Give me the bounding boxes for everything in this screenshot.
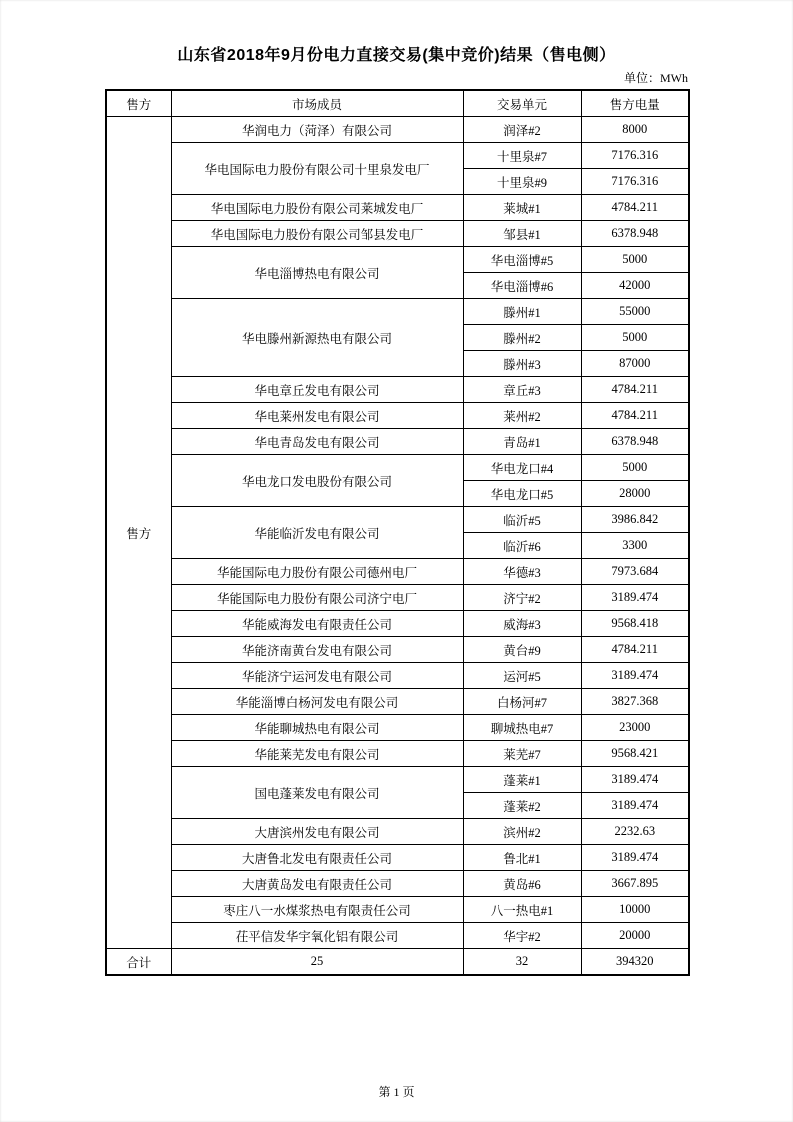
total-member-count: 25	[171, 949, 463, 976]
volume-cell: 3667.895	[581, 871, 689, 897]
page-number: 第 1 页	[378, 1085, 415, 1099]
volume-cell: 2232.63	[581, 819, 689, 845]
volume-cell: 4784.211	[581, 195, 689, 221]
volume-cell: 8000	[581, 117, 689, 143]
trading-unit-cell: 八一热电#1	[463, 897, 581, 923]
header-volume: 售方电量	[581, 90, 689, 117]
volume-cell: 9568.418	[581, 611, 689, 637]
trading-unit-cell: 黄岛#6	[463, 871, 581, 897]
trading-unit-cell: 华电淄博#6	[463, 273, 581, 299]
volume-cell: 3300	[581, 533, 689, 559]
header-seller: 售方	[106, 90, 171, 117]
trading-unit-cell: 润泽#2	[463, 117, 581, 143]
trading-unit-cell: 滕州#3	[463, 351, 581, 377]
trading-unit-cell: 蓬莱#1	[463, 767, 581, 793]
table-row	[106, 819, 689, 845]
volume-cell: 23000	[581, 715, 689, 741]
market-member-cell: 华能临沂发电有限公司	[171, 507, 463, 559]
trading-unit-cell: 十里泉#7	[463, 143, 581, 169]
table-row	[106, 715, 689, 741]
volume-cell: 28000	[581, 481, 689, 507]
table-row	[106, 923, 689, 949]
table-row	[106, 117, 689, 143]
trading-unit-cell: 滕州#2	[463, 325, 581, 351]
trading-unit-cell: 鲁北#1	[463, 845, 581, 871]
table-row	[106, 871, 689, 897]
table-row	[106, 845, 689, 871]
table-row	[106, 221, 689, 247]
volume-cell: 6378.948	[581, 429, 689, 455]
total-volume: 394320	[581, 949, 689, 976]
header-market-member: 市场成员	[171, 90, 463, 117]
volume-cell: 3189.474	[581, 793, 689, 819]
table-row	[106, 767, 689, 793]
table-row	[106, 247, 689, 273]
volume-cell: 10000	[581, 897, 689, 923]
table-row	[106, 689, 689, 715]
table-row	[106, 585, 689, 611]
volume-cell: 6378.948	[581, 221, 689, 247]
results-table	[105, 89, 690, 976]
market-member-cell: 华电青岛发电有限公司	[171, 429, 463, 455]
volume-cell: 9568.421	[581, 741, 689, 767]
trading-unit-cell: 聊城热电#7	[463, 715, 581, 741]
volume-cell: 4784.211	[581, 637, 689, 663]
trading-unit-cell: 莱芜#7	[463, 741, 581, 767]
table-row	[106, 559, 689, 585]
table-row	[106, 637, 689, 663]
trading-unit-cell: 运河#5	[463, 663, 581, 689]
volume-cell: 5000	[581, 325, 689, 351]
trading-unit-cell: 华电龙口#4	[463, 455, 581, 481]
table-row	[106, 611, 689, 637]
market-member-cell: 华电国际电力股份有限公司十里泉发电厂	[171, 143, 463, 195]
trading-unit-cell: 青岛#1	[463, 429, 581, 455]
trading-unit-cell: 十里泉#9	[463, 169, 581, 195]
total-label: 合计	[106, 949, 171, 976]
trading-unit-cell: 滕州#1	[463, 299, 581, 325]
market-member-cell: 枣庄八一水煤浆热电有限责任公司	[171, 897, 463, 923]
volume-cell: 4784.211	[581, 377, 689, 403]
table-row	[106, 195, 689, 221]
market-member-cell: 华能威海发电有限责任公司	[171, 611, 463, 637]
table-row	[106, 299, 689, 325]
table-row	[106, 455, 689, 481]
market-member-cell: 华能莱芜发电有限公司	[171, 741, 463, 767]
trading-unit-cell: 蓬莱#2	[463, 793, 581, 819]
market-member-cell: 华能济宁运河发电有限公司	[171, 663, 463, 689]
market-member-cell: 大唐滨州发电有限公司	[171, 819, 463, 845]
volume-cell: 42000	[581, 273, 689, 299]
trading-unit-cell: 华电龙口#5	[463, 481, 581, 507]
header-trading-unit: 交易单元	[463, 90, 581, 117]
market-member-cell: 华电滕州新源热电有限公司	[171, 299, 463, 377]
trading-unit-cell: 白杨河#7	[463, 689, 581, 715]
market-member-cell: 华能国际电力股份有限公司济宁电厂	[171, 585, 463, 611]
table-row	[106, 507, 689, 533]
trading-unit-cell: 华电淄博#5	[463, 247, 581, 273]
volume-cell: 3189.474	[581, 845, 689, 871]
market-member-cell: 华电国际电力股份有限公司邹县发电厂	[171, 221, 463, 247]
table-row	[106, 741, 689, 767]
market-member-cell: 华电章丘发电有限公司	[171, 377, 463, 403]
market-member-cell: 华能聊城热电有限公司	[171, 715, 463, 741]
table-row	[106, 377, 689, 403]
trading-unit-cell: 临沂#6	[463, 533, 581, 559]
market-member-cell: 华润电力（菏泽）有限公司	[171, 117, 463, 143]
total-row	[106, 949, 689, 976]
volume-cell: 3189.474	[581, 767, 689, 793]
volume-cell: 87000	[581, 351, 689, 377]
trading-unit-cell: 莱州#2	[463, 403, 581, 429]
table-row	[106, 143, 689, 169]
volume-cell: 20000	[581, 923, 689, 949]
seller-rowspan-cell: 售方	[106, 117, 171, 949]
volume-cell: 4784.211	[581, 403, 689, 429]
trading-unit-cell: 滨州#2	[463, 819, 581, 845]
volume-cell: 5000	[581, 455, 689, 481]
market-member-cell: 华电国际电力股份有限公司莱城发电厂	[171, 195, 463, 221]
market-member-cell: 大唐黄岛发电有限责任公司	[171, 871, 463, 897]
volume-cell: 7176.316	[581, 169, 689, 195]
trading-unit-cell: 章丘#3	[463, 377, 581, 403]
trading-unit-cell: 邹县#1	[463, 221, 581, 247]
market-member-cell: 华能淄博白杨河发电有限公司	[171, 689, 463, 715]
table-row	[106, 897, 689, 923]
page-title: 山东省2018年9月份电力直接交易(集中竞价)结果（售电侧）	[177, 47, 616, 64]
volume-cell: 3189.474	[581, 663, 689, 689]
volume-cell: 3986.842	[581, 507, 689, 533]
volume-cell: 3827.368	[581, 689, 689, 715]
volume-cell: 5000	[581, 247, 689, 273]
trading-unit-cell: 华德#3	[463, 559, 581, 585]
trading-unit-cell: 威海#3	[463, 611, 581, 637]
table-row	[106, 663, 689, 689]
market-member-cell: 华能国际电力股份有限公司德州电厂	[171, 559, 463, 585]
volume-cell: 55000	[581, 299, 689, 325]
trading-unit-cell: 华宇#2	[463, 923, 581, 949]
volume-cell: 7176.316	[581, 143, 689, 169]
trading-unit-cell: 莱城#1	[463, 195, 581, 221]
market-member-cell: 华电龙口发电股份有限公司	[171, 455, 463, 507]
header-row	[106, 90, 689, 117]
total-unit-count: 32	[463, 949, 581, 976]
market-member-cell: 华能济南黄台发电有限公司	[171, 637, 463, 663]
volume-cell: 3189.474	[581, 585, 689, 611]
trading-unit-cell: 黄台#9	[463, 637, 581, 663]
volume-cell: 7973.684	[581, 559, 689, 585]
market-member-cell: 华电莱州发电有限公司	[171, 403, 463, 429]
market-member-cell: 国电蓬莱发电有限公司	[171, 767, 463, 819]
table-body	[106, 117, 689, 949]
unit-label: 单位：MWh	[624, 71, 688, 85]
market-member-cell: 华电淄博热电有限公司	[171, 247, 463, 299]
market-member-cell: 大唐鲁北发电有限责任公司	[171, 845, 463, 871]
table-row	[106, 429, 689, 455]
trading-unit-cell: 临沂#5	[463, 507, 581, 533]
market-member-cell: 茌平信发华宇氧化铝有限公司	[171, 923, 463, 949]
trading-unit-cell: 济宁#2	[463, 585, 581, 611]
table-row	[106, 403, 689, 429]
